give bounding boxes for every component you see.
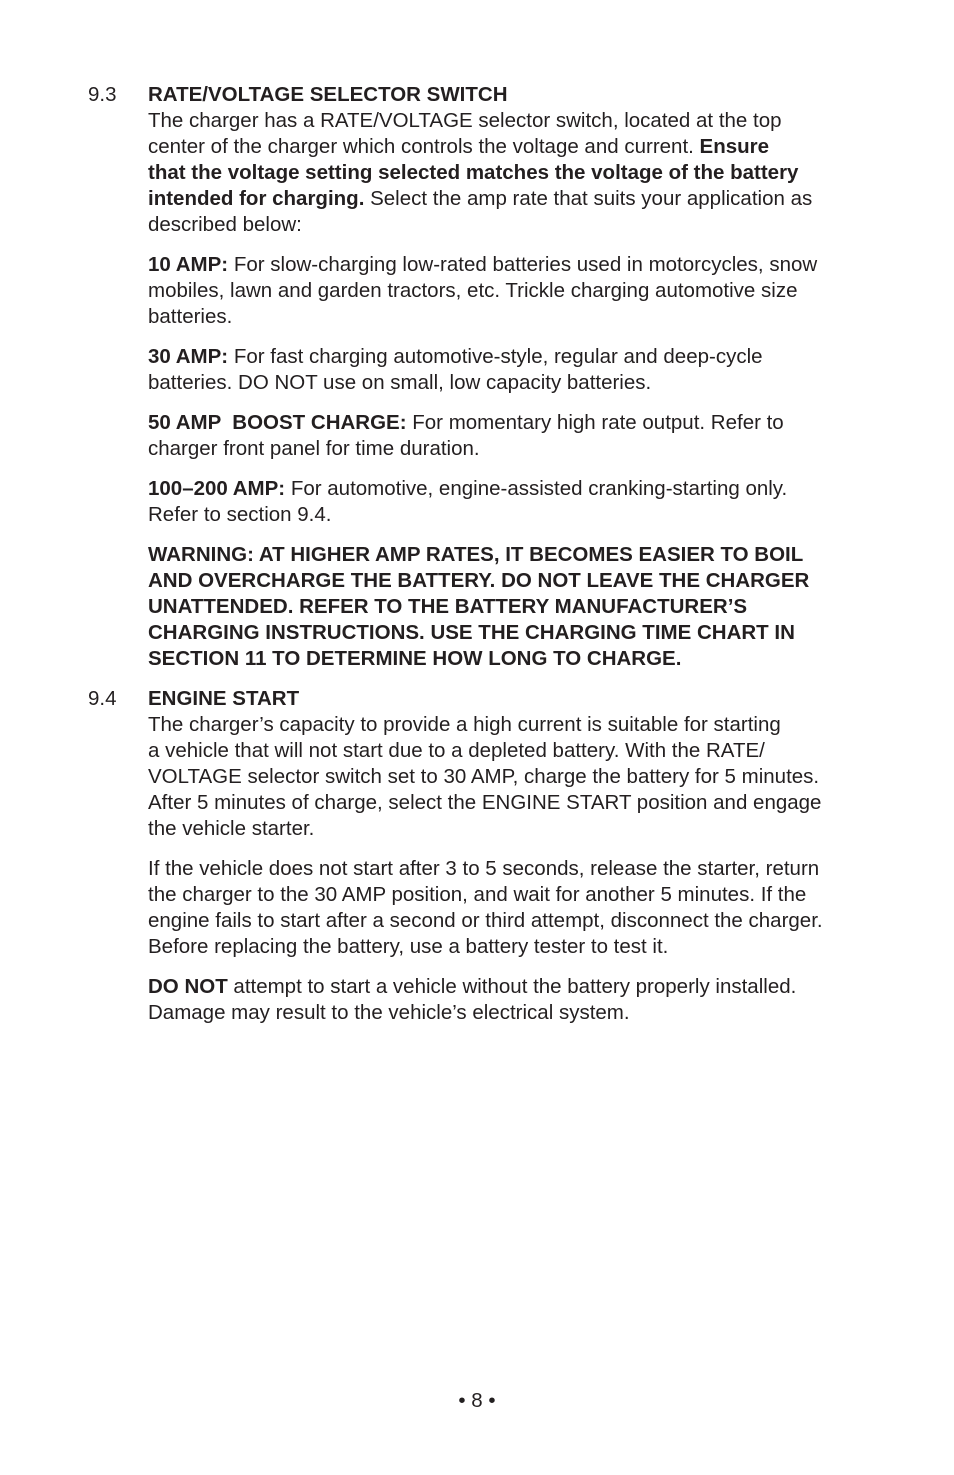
amp-30-label: 30 AMP:	[148, 345, 229, 368]
section-title: ENGINE START	[148, 687, 300, 710]
section-title: RATE/VOLTAGE SELECTOR SWITCH	[148, 83, 508, 106]
warning-paragraph: WARNING: AT HIGHER AMP RATES, IT BECOMES EASIER TO BOIL AND OVERCHARGE THE BATTERY. DO NOT LEAVE THE CHARGER UNATTENDED. REFER TO THE BATTERY MANUFACTURER’S CHARGING INSTRUCTIONS. USE THE CHARGING TIME CHART IN SECTION 11 TO DETERMINE HOW LONG TO CHARGE.	[148, 543, 810, 670]
amp-30-paragraph	[148, 344, 866, 396]
amp-100-paragraph	[148, 476, 866, 528]
amp-50-paragraph	[148, 410, 866, 462]
do-not-text: attempt to start a vehicle without the battery properly installed. Damage may result to the vehicle’s electrical system.	[148, 975, 797, 1024]
amp-30-text: For fast charging automotive-style, regular and deep-cycle batteries. DO NOT use on small, low capacity batteries.	[148, 345, 763, 394]
engine-start-paragraph-1: The charger’s capacity to provide a high current is suitable for starting a vehicle that will not start due to a depleted battery. With the RATE/ VOLTAGE selector switch set to 30 AMP, charge the battery for 5 minutes. After 5 minutes of charge, select the ENGINE START position and engage the vehicle starter.	[148, 713, 822, 840]
engine-start-paragraph-2: If the vehicle does not start after 3 to 5 seconds, release the starter, return the charger to the 30 AMP position, and wait for another 5 minutes. If the engine fails to start after a second or third attempt, disconnect the charger. Before replacing the battery, use a battery tester to test it.	[148, 857, 823, 958]
amp-10-text: For slow-charging low-rated batteries used in motorcycles, snow mobiles, lawn and garden tractors, etc. Trickle charging automotive size batteries.	[148, 253, 818, 328]
do-not-label: DO NOT	[148, 975, 228, 998]
section-number: 9.3	[88, 83, 117, 106]
amp-10-label: 10 AMP:	[148, 253, 229, 276]
page-number: • 8 •	[458, 1389, 496, 1412]
intro-paragraph	[148, 108, 866, 238]
section-body	[148, 82, 866, 686]
section-body	[148, 686, 866, 1040]
intro-text: The charger has a RATE/VOLTAGE selector switch, located at the top center of the charger which controls the voltage and current.	[148, 109, 782, 158]
amp-50-label: 50 AMP BOOST CHARGE:	[148, 411, 407, 434]
amp-10-paragraph	[148, 252, 866, 330]
intro-emphasis: Ensure that the voltage setting selected matches the voltage of the battery intended for charging.	[148, 135, 799, 210]
do-not-paragraph	[148, 974, 866, 1026]
amp-100-label: 100–200 AMP:	[148, 477, 286, 500]
amp-50-text: For momentary high rate output. Refer to charger front panel for time duration.	[148, 411, 784, 460]
intro-text-end: Select the amp rate that suits your application as described below:	[148, 187, 813, 236]
amp-100-text: For automotive, engine-assisted cranking-starting only. Refer to section 9.4.	[148, 477, 788, 526]
section-number: 9.4	[88, 687, 117, 710]
